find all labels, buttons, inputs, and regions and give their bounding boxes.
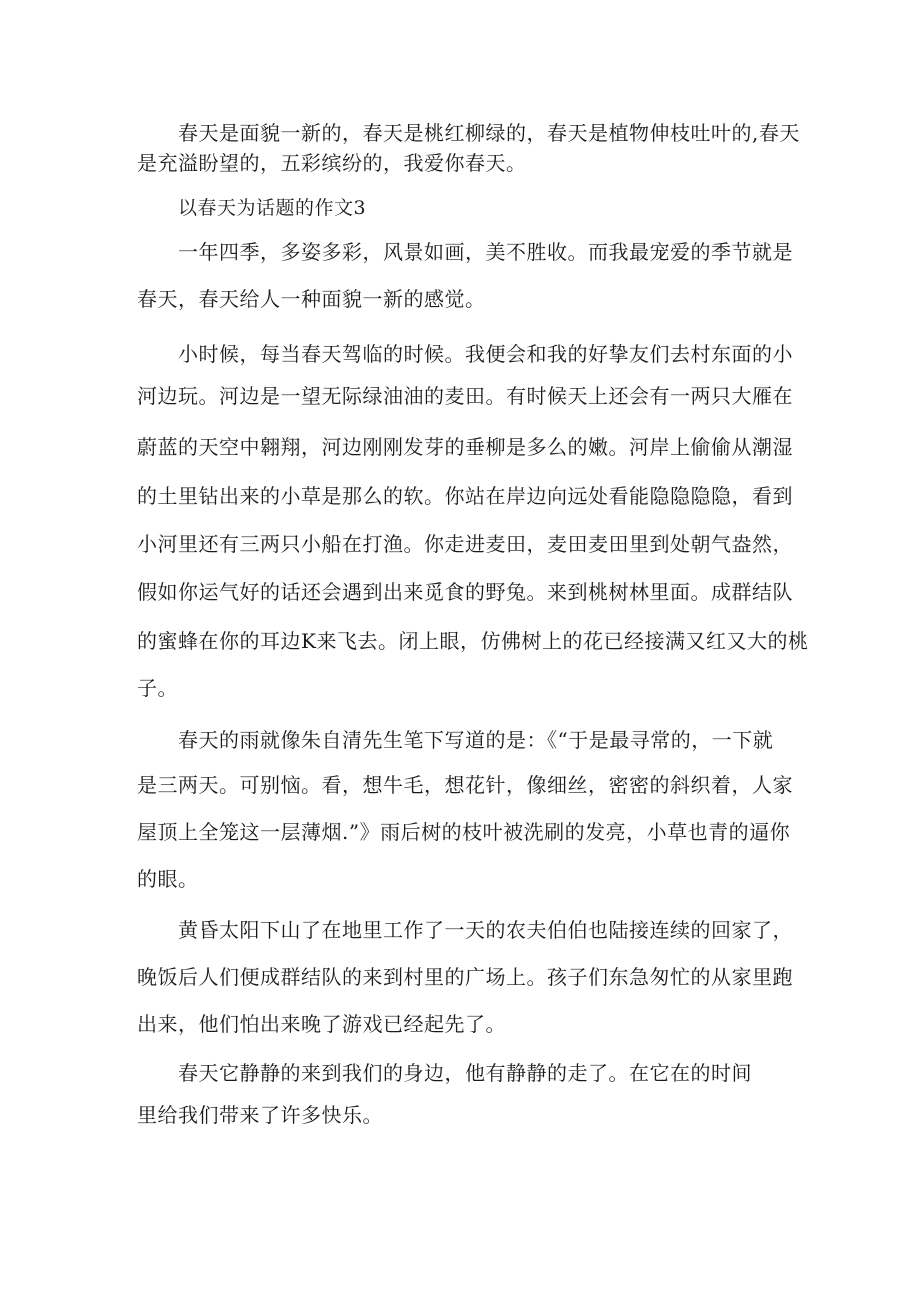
paragraph-2-line-2: 春天，春天给人一种面貌一新的感觉。 [137,287,486,311]
paragraph-1-line-2: 是充溢盼望的，五彩缤纷的，我爱你春天。 [137,151,527,175]
paragraph-3-line-5: 小河里还有三两只小船在打渔。你走进麦田，麦田麦田里到处朝气盎然， [137,532,793,556]
section-heading: 以春天为话题的作文3 [178,197,367,219]
paragraph-3-line-8: 子。 [137,676,178,700]
paragraph-6-line-1: 春天它静静的来到我们的身边，他有静静的走了。在它在的时间 [178,1061,752,1085]
paragraph-3-line-2: 河边玩。河边是一望无际绿油油的麦田。有时候天上还会有一两只大雁在 [137,384,793,408]
paragraph-2-line-1: 一年四季，多姿多彩，风景如画，美不胜收。而我最宠爱的季节就是 [178,240,793,264]
paragraph-3-line-4: 的土里钻出来的小草是那么的软。你站在岸边向远处看能隐隐隐隐，看到 [137,484,793,508]
paragraph-4-line-1: 春天的雨就像朱自清先生笔下写道的是：《“于是最寻常的，一下就 [178,728,774,752]
paragraph-5-line-2: 晚饭后人们便成群结队的来到村里的广场上。孩子们东急匆忙的从家里跑 [137,965,793,989]
paragraph-5-line-1: 黄昏太阳下山了在地里工作了一天的农夫伯伯也陆接连续的回家了， [178,918,793,942]
paragraph-5-line-3: 出来，他们怕出来晚了游戏已经起先了。 [137,1012,506,1036]
paragraph-4-line-2: 是三两天。可别恼。看，想牛毛，想花针，像细丝，密密的斜织着，人家 [137,773,793,797]
paragraph-1-line-1: 春天是面貌一新的，春天是桃红柳绿的，春天是植物伸枝吐叶的,春天 [178,121,800,145]
paragraph-3-line-1: 小时候，每当春天驾临的时候。我便会和我的好挚友们去村东面的小 [178,342,793,366]
paragraph-4-line-4: 的眼。 [137,867,199,891]
paragraph-6-line-2: 里给我们带来了许多快乐。 [137,1103,383,1127]
paragraph-3-line-6: 假如你运气好的话还会遇到出来觅食的野兔。来到桃树林里面。成群结队 [137,580,793,604]
paragraph-3-line-7: 的蜜蜂在你的耳边K来飞去。闭上眼，仿佛树上的花已经接满又红又大的桃 [137,629,809,653]
paragraph-3-line-3: 蔚蓝的天空中翱翔，河边刚刚发芽的垂柳是多么的嫩。河岸上偷偷从潮湿 [137,435,793,459]
paragraph-4-line-3: 屋顶上全笼这一层薄烟.”》雨后树的枝叶被洗刷的发亮，小草也青的逼你 [137,820,791,844]
